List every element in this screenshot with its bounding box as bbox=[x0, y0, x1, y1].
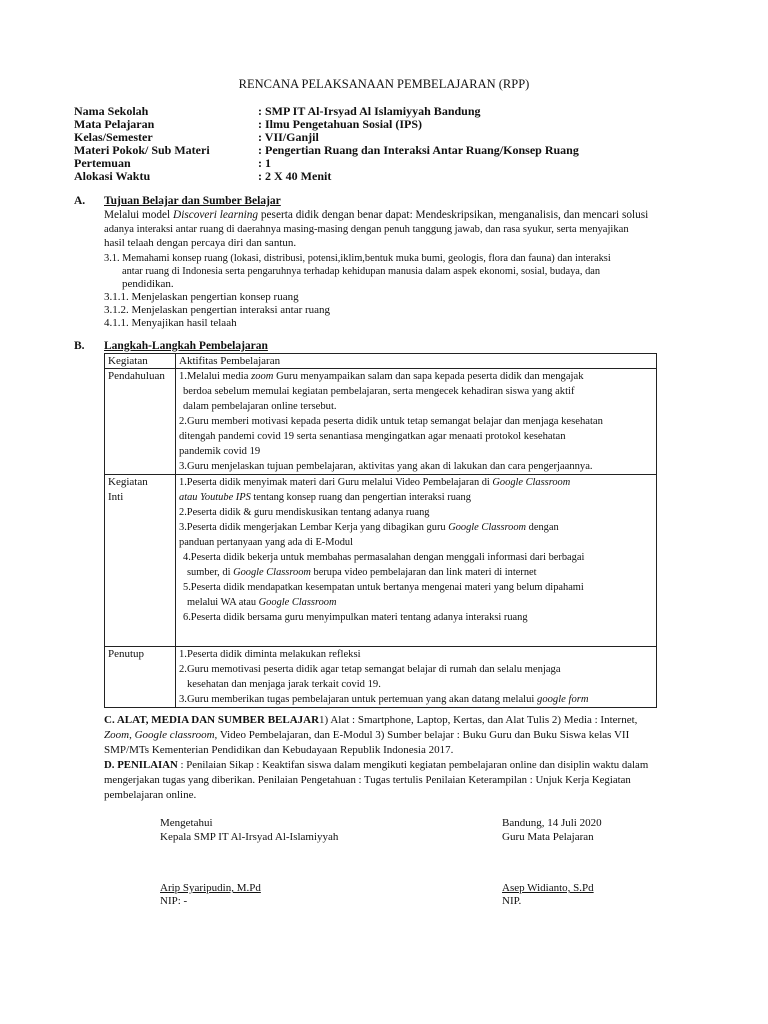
table-cell-steps: 1.Peserta didik menyimak materi dari Guru melalui Video Pembelajaran di Google Classroom atau Youtube IPS tentang konsep ruang dan pengertian interaksi ruang 2.Peserta didik & guru mendiskusikan tentang adanya ruang 3.Peserta didik mengerjakan Lembar Kerja yang dibagikan guru Google Classroom dengan panduan pertanyaan yang ada di E-Modul 4.Peserta didik bekerja untuk membahas permasalahan dengan menggali informasi dari berbagai sumber, di Google Classroom berupa video pembelajaran dan link materi di internet 5.Peserta didik mendapatkan kesempatan untuk bertanya mengenai materi yang belum dipahami melalui WA atau Google Classroom 6.Peserta didik bersama guru menyimpulkan materi tentang adanya interaksi ruang bbox=[176, 475, 657, 647]
document-title: RENCANA PELAKSANAAN PEMBELAJARAN (RPP) bbox=[238, 77, 530, 91]
identity-label-material: Materi Pokok/ Sub Materi bbox=[74, 143, 210, 157]
indicator-line: 3.1.2. Menjelaskan pengertian interaksi antar ruang bbox=[104, 304, 331, 316]
identity-value-time: : 2 X 40 Menit bbox=[258, 169, 332, 183]
section-a-paragraph-line: hasil telaah dengan percaya diri dan santun. bbox=[104, 237, 297, 249]
signature-left-caption: Mengetahui bbox=[160, 817, 213, 829]
learning-steps-table bbox=[104, 353, 657, 708]
table-header-row bbox=[105, 354, 657, 369]
indicator-line: 3.1.1. Menjelaskan pengertian konsep ruang bbox=[104, 291, 299, 303]
section-c-line: C. ALAT, MEDIA DAN SUMBER BELAJAR1) Alat : Smartphone, Laptop, Kertas, dan Alat Tulis 2) Media : Internet, bbox=[104, 714, 638, 726]
table-cell-activity: Kegiatan Inti bbox=[105, 475, 176, 647]
kd-line: pendidikan. bbox=[122, 278, 174, 290]
identity-label-subject: Mata Pelajaran bbox=[74, 117, 155, 131]
identity-value-meeting: : 1 bbox=[258, 156, 271, 170]
table-cell-activity: Pendahuluan bbox=[105, 369, 176, 475]
section-a-heading: Tujuan Belajar dan Sumber Belajar bbox=[104, 195, 281, 207]
identity-value-subject: : Ilmu Pengetahuan Sosial (IPS) bbox=[258, 117, 423, 131]
identity-label-school: Nama Sekolah bbox=[74, 104, 149, 118]
table-cell-activity: Penutup bbox=[105, 647, 176, 708]
identity-value-school: : SMP IT Al-Irsyad Al Islamiyyah Bandung bbox=[258, 104, 481, 118]
signature-right-date: Bandung, 14 Juli 2020 bbox=[502, 817, 602, 829]
signature-left-name: Arip Syaripudin, M.Pd bbox=[160, 882, 261, 894]
signature-right-role: Guru Mata Pelajaran bbox=[502, 831, 594, 843]
section-c-line: SMP/MTs Kementerian Pendidikan dan Kebudayaan Republik Indonesia 2017. bbox=[104, 744, 454, 756]
identity-value-material: : Pengertian Ruang dan Interaksi Antar Ruang/Konsep Ruang bbox=[258, 143, 579, 157]
identity-value-class: : VII/Ganjil bbox=[258, 130, 319, 144]
table-header-cell: Aktifitas Pembelajaran bbox=[176, 354, 657, 369]
signature-left-role: Kepala SMP IT Al-Irsyad Al-Islamiyyah bbox=[160, 831, 339, 843]
table-header-cell: Kegiatan bbox=[105, 354, 176, 369]
section-a-paragraph-line: adanya interaksi antar ruang di daerahnya masing-masing dengan penuh tanggung jawab, dan rasa syukur, serta menyajikan bbox=[104, 224, 629, 235]
section-b-letter: B. bbox=[74, 340, 85, 352]
signature-right-nip: NIP. bbox=[502, 895, 522, 907]
identity-label-meeting: Pertemuan bbox=[74, 156, 131, 170]
signature-left-nip: NIP: - bbox=[160, 895, 188, 907]
section-a-letter: A. bbox=[74, 195, 86, 207]
section-c-line: Zoom, Google classroom, Video Pembelajaran, dan E-Modul 3) Sumber belajar : Buku Guru dan Buku Siswa kelas VII bbox=[104, 729, 630, 741]
table-cell-steps: 1.Melalui media zoom Guru menyampaikan salam dan sapa kepada peserta didik dan mengajak berdoa sebelum memulai kegiatan pembelajaran, serta mengecek kehadiran siswa yang aktif dalam pembelajaran online tersebut. 2.Guru memberi motivasi kepada peserta didik untuk tetap semangat belajar dan menjaga kesehatan ditengah pandemi covid 19 serta senantiasa mengingatkan agar menaati protokol kesehatan pandemik covid 19 3.Guru menjelaskan tujuan pembelajaran, aktivitas yang akan di lakukan dan cara pengerjaannya. bbox=[176, 369, 657, 475]
section-d-line: D. PENILAIAN : Penilaian Sikap : Keaktifan siswa dalam mengikuti kegiatan pembelajaran online dan disiplin waktu dalam bbox=[104, 759, 649, 771]
kd-line: 3.1. Memahami konsep ruang (lokasi, distribusi, potensi,iklim,bentuk muka bumi, geologis, flora dan fauna) dan interaksi bbox=[104, 253, 611, 264]
identity-label-class: Kelas/Semester bbox=[74, 130, 153, 144]
table-row bbox=[105, 369, 657, 475]
table-cell-steps: 1.Peserta didik diminta melakukan refleksi 2.Guru memotivasi peserta didik agar tetap semangat belajar di rumah dan selalu menjaga kesehatan dan menjaga jarak terkait covid 19. 3.Guru memberikan tugas pembelajaran untuk pertemuan yang akan datang melalui google form bbox=[176, 647, 657, 708]
section-d-line: mengerjakan tugas yang diberikan. Penilaian Pengetahuan : Tugas tertulis Penilaian Keterampilan : Unjuk Kerja Kegiatan bbox=[104, 774, 631, 786]
indicator-line: 4.1.1. Menyajikan hasil telaah bbox=[104, 317, 237, 329]
section-b-heading: Langkah-Langkah Pembelajaran bbox=[104, 340, 268, 352]
section-d-line: pembelajaran online. bbox=[104, 789, 197, 801]
identity-label-time: Alokasi Waktu bbox=[74, 169, 151, 183]
kd-line: antar ruang di Indonesia serta pengaruhnya terhadap kehidupan manusia dalam aspek ekonomi, sosial, budaya, dan bbox=[122, 266, 601, 277]
section-a-paragraph-line: Melalui model Discoveri learning peserta didik dengan benar dapat: Mendeskripsikan, menganalisis, dan mencari solusi bbox=[104, 209, 649, 221]
table-row bbox=[105, 475, 657, 647]
signature-right-name: Asep Widianto, S.Pd bbox=[502, 882, 594, 894]
table-row bbox=[105, 647, 657, 708]
